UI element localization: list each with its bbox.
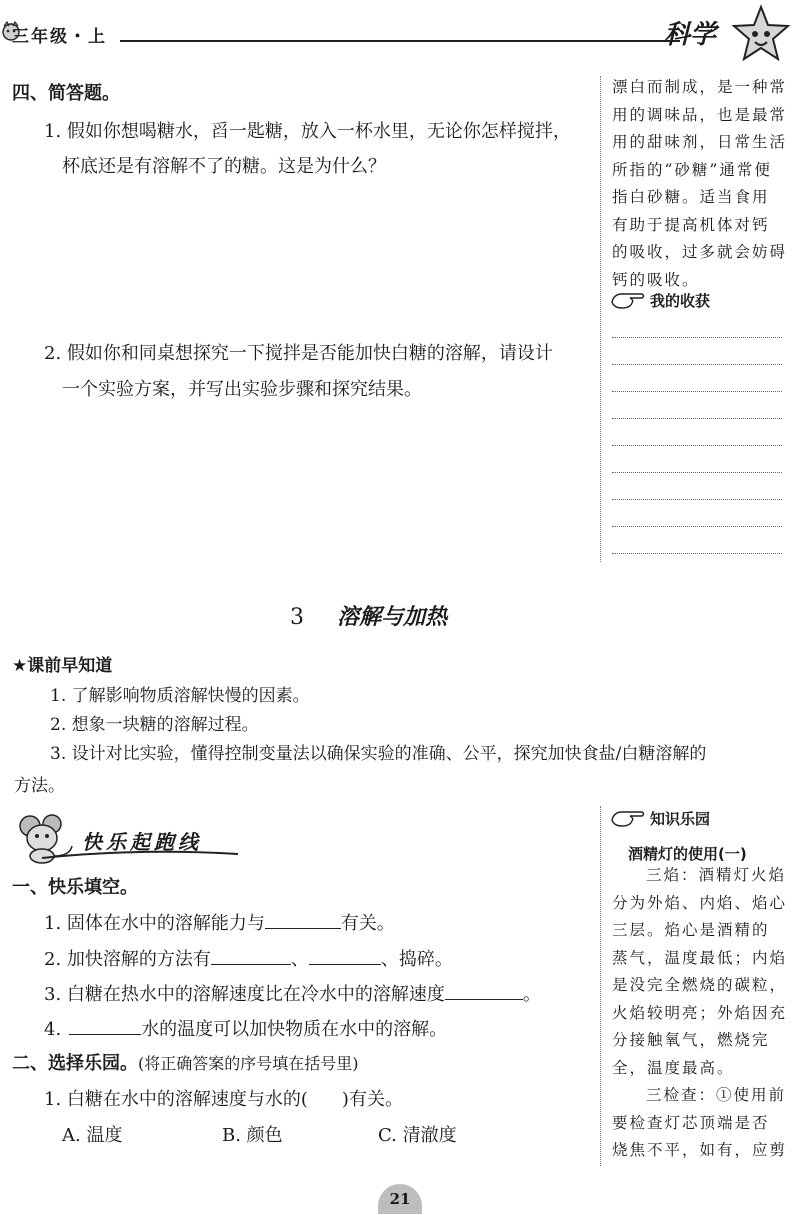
harvest-line xyxy=(612,364,782,365)
fill-question-4 xyxy=(44,1016,447,1044)
harvest-line xyxy=(612,553,782,554)
knowledge-line: 全，温度最高。 xyxy=(612,1058,735,1077)
choice-text: )有关。 xyxy=(341,1089,403,1110)
harvest-line xyxy=(612,418,782,419)
knowledge-line: 三层。焰心是酒精的 xyxy=(612,921,770,939)
fill-blank[interactable] xyxy=(309,946,381,965)
page-number: 21 xyxy=(378,1184,422,1214)
preview-item: 3. 设计对比实验，懂得控制变量法以确保实验的准确、公平，探究加快食盐/白糖溶解的 xyxy=(50,744,707,764)
preview-item: 2. 想象一块糖的溶解过程。 xyxy=(50,715,259,735)
option-a: A. 温度 xyxy=(62,1125,123,1146)
grade-label: 三年级・上 xyxy=(12,27,107,47)
section2-hint: (将正确答案的序号填在括号里) xyxy=(138,1054,359,1073)
option-b: B. 颜色 xyxy=(222,1125,283,1146)
section4-title: 四、简答题。 xyxy=(12,83,120,104)
banner-label: 快乐起跑线 xyxy=(82,830,202,854)
sidebar-text-line: 指白砂糖。适当食用 xyxy=(612,188,770,206)
fill-text: 3. 白糖在热水中的溶解速度比在冷水中的溶解速度 xyxy=(44,984,445,1005)
sidebar-text-line: 所指的“砂糖”通常便 xyxy=(612,160,772,179)
choice-question-1 xyxy=(44,1086,403,1114)
knowledge-line: 分为外焰、内焰、焰心 xyxy=(612,893,788,912)
lesson-title: 溶解与加热 xyxy=(337,605,448,630)
fill-blank[interactable] xyxy=(211,946,291,965)
banner-swoosh xyxy=(40,846,240,862)
knowledge-line: 烧焦不平，如有，应剪 xyxy=(612,1141,788,1159)
fill-text: 1. 固体在水中的溶解能力与 xyxy=(44,913,265,934)
fill-question-1 xyxy=(44,910,395,938)
header-rule xyxy=(120,40,680,42)
harvest-line xyxy=(612,445,782,446)
harvest-line xyxy=(612,526,782,527)
section4-q2-line1: 2. 假如你和同桌想探究一下搅拌是否能加快白糖的溶解，请设计 xyxy=(44,343,553,364)
knowledge-line: 是没完全燃烧的碳粒， xyxy=(612,976,788,994)
fill-text: 。 xyxy=(522,984,541,1005)
harvest-title: 我的收获 xyxy=(650,292,711,310)
star-mascot-icon xyxy=(730,4,792,64)
section2-heading xyxy=(12,1050,359,1078)
section4-q1-line1: 1. 假如你想喝糖水，舀一匙糖，放入一杯水里，无论你怎样搅拌， xyxy=(44,121,571,142)
knowledge-line: 三焰：酒精灯火焰 xyxy=(646,866,787,884)
harvest-line xyxy=(612,391,782,392)
choice-text: 1. 白糖在水中的溶解速度与水的( xyxy=(44,1089,308,1110)
sidebar-divider-bottom xyxy=(600,806,601,1166)
preview-item: 方法。 xyxy=(14,776,65,796)
lesson-number: 3 xyxy=(290,605,304,630)
harvest-line xyxy=(612,472,782,473)
section2-title: 二、选择乐园。 xyxy=(12,1053,138,1074)
sidebar-text-line: 漂白而制成，是一种常 xyxy=(612,78,788,96)
fill-text: 、 xyxy=(290,949,309,970)
sidebar-divider-top xyxy=(600,76,601,562)
option-c: C. 清澈度 xyxy=(378,1125,457,1146)
knowledge-subtitle: 酒精灯的使用(一) xyxy=(628,845,747,863)
fill-blank[interactable] xyxy=(445,981,523,1000)
section1-title: 一、快乐填空。 xyxy=(12,877,138,898)
knowledge-line: 蒸气，温度最低；内焰 xyxy=(612,948,788,967)
subject-label: 科学 xyxy=(664,20,717,50)
section4-q2-line2: 一个实验方案，并写出实验步骤和探究结果。 xyxy=(62,379,422,400)
sidebar-text-line: 钙的吸收。 xyxy=(612,270,700,289)
lesson-heading xyxy=(290,600,447,631)
fill-text: 有关。 xyxy=(340,913,395,934)
fill-text: 、捣碎。 xyxy=(380,949,453,970)
sidebar-reading xyxy=(612,74,787,294)
preview-item: 1. 了解影响物质溶解快慢的因素。 xyxy=(50,686,310,706)
preview-title: ★课前早知道 xyxy=(12,656,113,676)
knowledge-line: 三检查：①使用前 xyxy=(646,1086,787,1104)
pointing-hand-icon xyxy=(610,288,646,310)
section4-q1-line2: 杯底还是有溶解不了的糖。这是为什么？ xyxy=(62,156,386,177)
fill-blank[interactable] xyxy=(265,910,341,929)
knowledge-line: 要检查灯芯顶端是否 xyxy=(612,1113,770,1132)
fill-text: 4. xyxy=(44,1019,62,1040)
knowledge-body xyxy=(612,862,787,1165)
fill-text: 水的温度可以加快物质在水中的溶解。 xyxy=(141,1019,448,1040)
sidebar-text-line: 的吸收，过多就会妨碍 xyxy=(612,243,788,261)
sidebar-text-line: 用的调味品，也是最常 xyxy=(612,105,788,124)
fill-question-3 xyxy=(44,981,541,1009)
knowledge-line: 火焰较明亮；外焰因充 xyxy=(612,1003,788,1022)
fill-question-2 xyxy=(44,946,453,974)
sidebar-text-line: 有助于提高机体对钙 xyxy=(612,215,770,234)
harvest-line xyxy=(612,499,782,500)
fill-text: 2. 加快溶解的方法有 xyxy=(44,949,211,970)
pointing-hand-icon xyxy=(610,806,646,828)
sidebar-text-line: 用的甜味剂，日常生活 xyxy=(612,133,788,151)
knowledge-title: 知识乐园 xyxy=(650,810,711,828)
knowledge-line: 分接触氧气，燃烧完 xyxy=(612,1031,770,1049)
fill-blank[interactable] xyxy=(69,1016,141,1035)
harvest-line xyxy=(612,337,782,338)
